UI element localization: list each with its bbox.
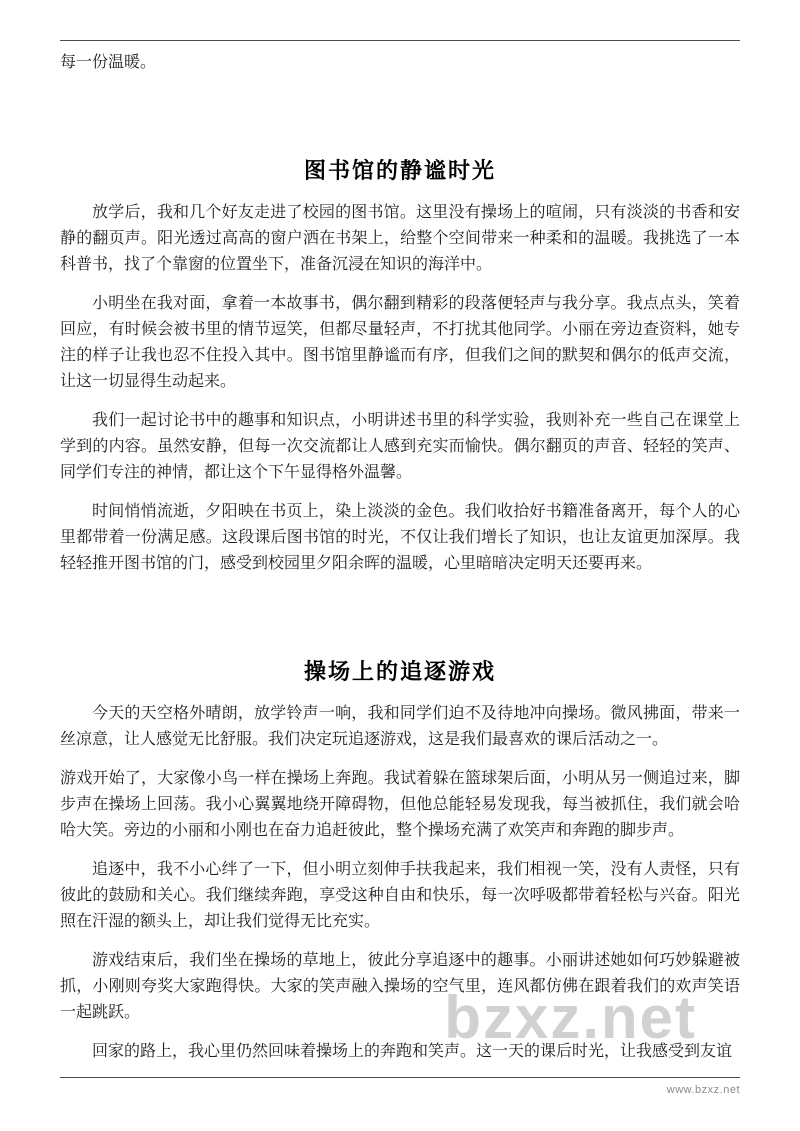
essay-playground xyxy=(60,657,740,1065)
footer-url: www.bzxz.net xyxy=(666,1084,740,1096)
essay-library-title: 图书馆的静谧时光 xyxy=(303,158,496,183)
site-watermark: bzxz.net xyxy=(444,984,697,1051)
essay-library xyxy=(60,156,740,577)
paragraph: 游戏开始了，大家像小鸟一样在操场上奔跑。我试着躲在篮球架后面，小明从另一侧追过来，脚步声在操场上回荡。我小心翼翼地绕开障碍物，但他总能轻易发现我，每当被抓住，我们就会哈哈大笑。旁边的小丽和小刚也在奋力追赶彼此，整个操场充满了欢笑声和奔跑的脚步声。 xyxy=(60,770,740,839)
continuation-text: 每一份温暖。 xyxy=(60,54,157,71)
top-divider xyxy=(60,40,740,41)
essay-playground-title: 操场上的追逐游戏 xyxy=(303,659,496,684)
paragraph: 我们一起讨论书中的趣事和知识点，小明讲述书里的科学实验，我则补充一些自己在课堂上学到的内容。虽然安静，但每一次交流都让人感到充实而愉快。偶尔翻页的声音、轻轻的笑声、同学们专注的神情，都让这个下午显得格外温馨。 xyxy=(60,412,740,481)
paragraph: 时间悄悄流逝，夕阳映在书页上，染上淡淡的金色。我们收拾好书籍准备离开，每个人的心里都带着一份满足感。这段课后图书馆的时光，不仅让我们增长了知识，也让友谊更加深厚。我轻轻推开图书馆的门，感受到校园里夕阳余晖的温暖，心里暗暗决定明天还要再来。 xyxy=(60,503,740,572)
paragraph: 回家的路上，我心里仍然回味着操场上的奔跑和笑声。这一天的课后时光，让我感受到友谊 xyxy=(92,1043,733,1060)
paragraph: 追逐中，我不小心绊了一下，但小明立刻伸手扶我起来，我们相视一笑，没有人责怪，只有彼此的鼓励和关心。我们继续奔跑，享受这种自由和快乐，每一次呼吸都带着轻松与兴奋。阳光照在汗湿的额头上，却让我们觉得无比充实。 xyxy=(60,861,740,930)
paragraph: 小明坐在我对面，拿着一本故事书，偶尔翻到精彩的段落便轻声与我分享。我点点头，笑着回应，有时候会被书里的情节逗笑，但都尽量轻声，不打扰其他同学。小丽在旁边查资料，她专注的样子让我也忍不住投入其中。图书馆里静谧而有序，但我们之间的默契和偶尔的低声交流，让这一切显得生动起来。 xyxy=(60,295,740,390)
paragraph: 今天的天空格外晴朗，放学铃声一响，我和同学们迫不及待地冲向操场。微风拂面，带来一丝凉意，让人感觉无比舒服。我们决定玩追逐游戏，这是我们最喜欢的课后活动之一。 xyxy=(60,705,740,748)
bottom-divider xyxy=(60,1077,740,1078)
page-footer xyxy=(0,1077,800,1131)
paragraph: 游戏结束后，我们坐在操场的草地上，彼此分享追逐中的趣事。小丽讲述她如何巧妙躲避被抓，小刚则夸奖大家跑得快。大家的笑声融入操场的空气里，连风都仿佛在跟着我们的欢声笑语一起跳跃。 xyxy=(60,952,740,1021)
paragraph: 放学后，我和几个好友走进了校园的图书馆。这里没有操场上的喧闹，只有淡淡的书香和安静的翻页声。阳光透过高高的窗户洒在书架上，给整个空间带来一种柔和的温暖。我挑选了一本科普书，找了个靠窗的位置坐下，准备沉浸在知识的海洋中。 xyxy=(60,204,740,273)
